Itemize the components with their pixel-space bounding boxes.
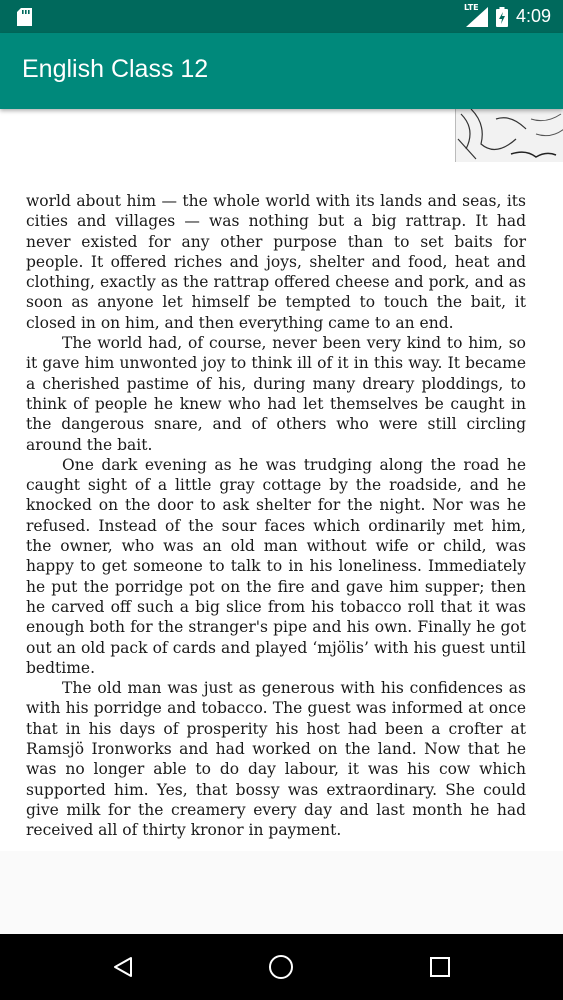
signal-icon <box>463 2 488 27</box>
paragraph: world about him — the whole world with its lands and seas, its cities and villages — was nothing but a big rattrap. It had never existed for any other purpose than to set baits for people. It offered riches and joys, shelter and food, heat and clothing, exactly as the rattrap offered cheese and pork, and as soon as anyone let himself be tempted to touch the bait, it closed in on him, and then everything came to an end. <box>26 192 526 332</box>
paragraph: The old man was just as generous with his confidences as with his porridge and tobacco. The guest was informed at once that in his days of prosperity his host had been a crofter at Ramsjö Ironworks and had worked on the land. Now that he was no longer able to do day labour, it was his cow which supported him. Yes, that bossy was extraordinary. She could give milk for the creamery every day and last month he had received all of thirty kronor in payment. <box>26 679 526 840</box>
home-icon <box>268 954 294 980</box>
back-icon <box>111 955 135 979</box>
paragraph: One dark evening as he was trudging along the road he caught sight of a little gray cottage by the roadside, and he knocked on the door to ask shelter for the night. Nor was he refused. Instead of the sour faces which ordinarily met him, the owner, who was an old man without wife or child, was happy to get someone to talk to in his loneliness. Immediately he put the porridge pot on the fire and gave him supper; then he carved off such a big slice from his tobacco roll that it was enough both for the stranger's pipe and his own. Finally he got out an old pack of cards and played ‘mjölis’ with his guest until bedtime. <box>26 455 526 677</box>
app-title: English Class 12 <box>22 55 209 83</box>
empty-area <box>0 851 563 934</box>
back-button[interactable] <box>108 952 138 982</box>
sd-card-icon <box>17 8 32 26</box>
network-type-label: LTE <box>463 2 479 12</box>
app-bar <box>0 33 563 109</box>
battery-icon <box>496 7 508 27</box>
home-button[interactable] <box>266 952 296 982</box>
paragraph: The world had, of course, never been very kind to him, so it gave him unwonted joy to think ill of it in this way. It became a cherished pastime of his, during many dreary ploddings, to think of people he knew who had let themselves be caught in the dangerous snare, and of others who were still circling around the bait. <box>26 334 526 454</box>
body-text <box>26 191 526 841</box>
navigation-bar <box>0 934 563 1000</box>
clock: 4:09 <box>515 6 551 26</box>
document-page[interactable] <box>0 109 563 851</box>
status-bar <box>0 0 563 33</box>
recents-button[interactable] <box>425 952 455 982</box>
recents-icon <box>429 956 451 978</box>
page-illustration <box>455 109 563 162</box>
